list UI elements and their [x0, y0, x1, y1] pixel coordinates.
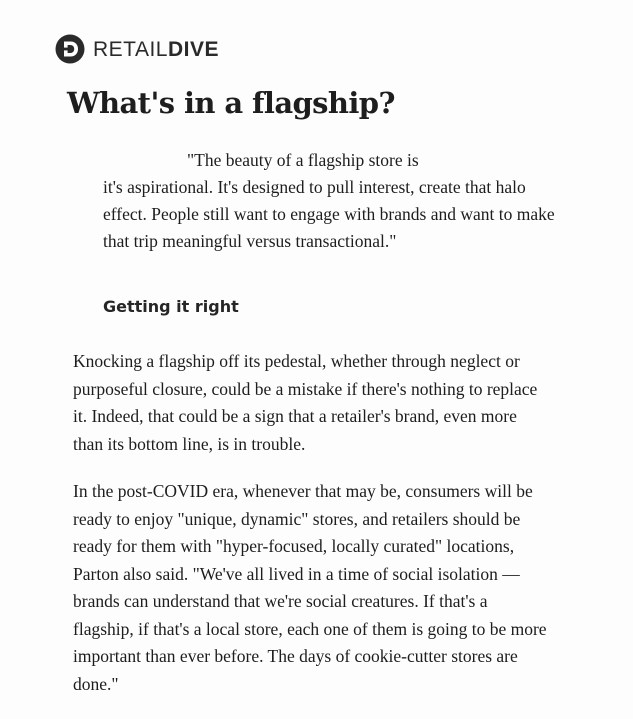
quote-line: effect. People still want to engage with brands and want to make: [103, 204, 555, 224]
brand-word-dive: DIVE: [167, 37, 219, 61]
paragraph-line: ready for them with "hyper-focused, locally curated" locations,: [73, 536, 515, 556]
paragraph-line: flagship, if that's a local store, each one of them is going to be more: [73, 618, 547, 639]
brand-logo[interactable]: [55, 32, 219, 66]
quote-line: "The beauty of a flagship store is: [187, 150, 419, 170]
brand-wordmark: [93, 39, 219, 60]
paragraph-line: purposeful closure, could be a mistake if there's nothing to replace: [73, 378, 538, 399]
quote-line: it's aspirational. It's designed to pull interest, create that halo: [103, 177, 526, 197]
pull-quote: [103, 147, 613, 255]
section-subheading: Getting it right: [103, 297, 239, 316]
paragraph-line: than its bottom line, is in trouble.: [73, 433, 306, 454]
paragraph-line: Parton also said. "We've all lived in a time of social isolation —: [73, 563, 520, 584]
brand-word-retail: RETAIL: [93, 37, 168, 61]
paragraph-line: Knocking a flagship off its pedestal, whether through neglect or: [73, 351, 520, 371]
retail-dive-d-logo-icon: [55, 34, 85, 64]
paragraph-line: brands can understand that we're social creatures. If that's a: [73, 591, 488, 611]
body-paragraph: [73, 348, 618, 458]
paragraph-line: ready to enjoy "unique, dynamic" stores, and retailers should be: [73, 508, 521, 529]
paragraph-line: it. Indeed, that could be a sign that a retailer's brand, even more: [73, 406, 517, 426]
quote-line: that trip meaningful versus transactional.": [103, 231, 397, 251]
paragraph-line: In the post-COVID era, whenever that may be, consumers will be: [73, 481, 533, 501]
paragraph-line: done.": [73, 673, 119, 694]
article-title: What's in a flagship?: [67, 86, 395, 120]
paragraph-line: important than ever before. The days of cookie-cutter stores are: [73, 646, 518, 666]
body-paragraph: [73, 478, 618, 698]
